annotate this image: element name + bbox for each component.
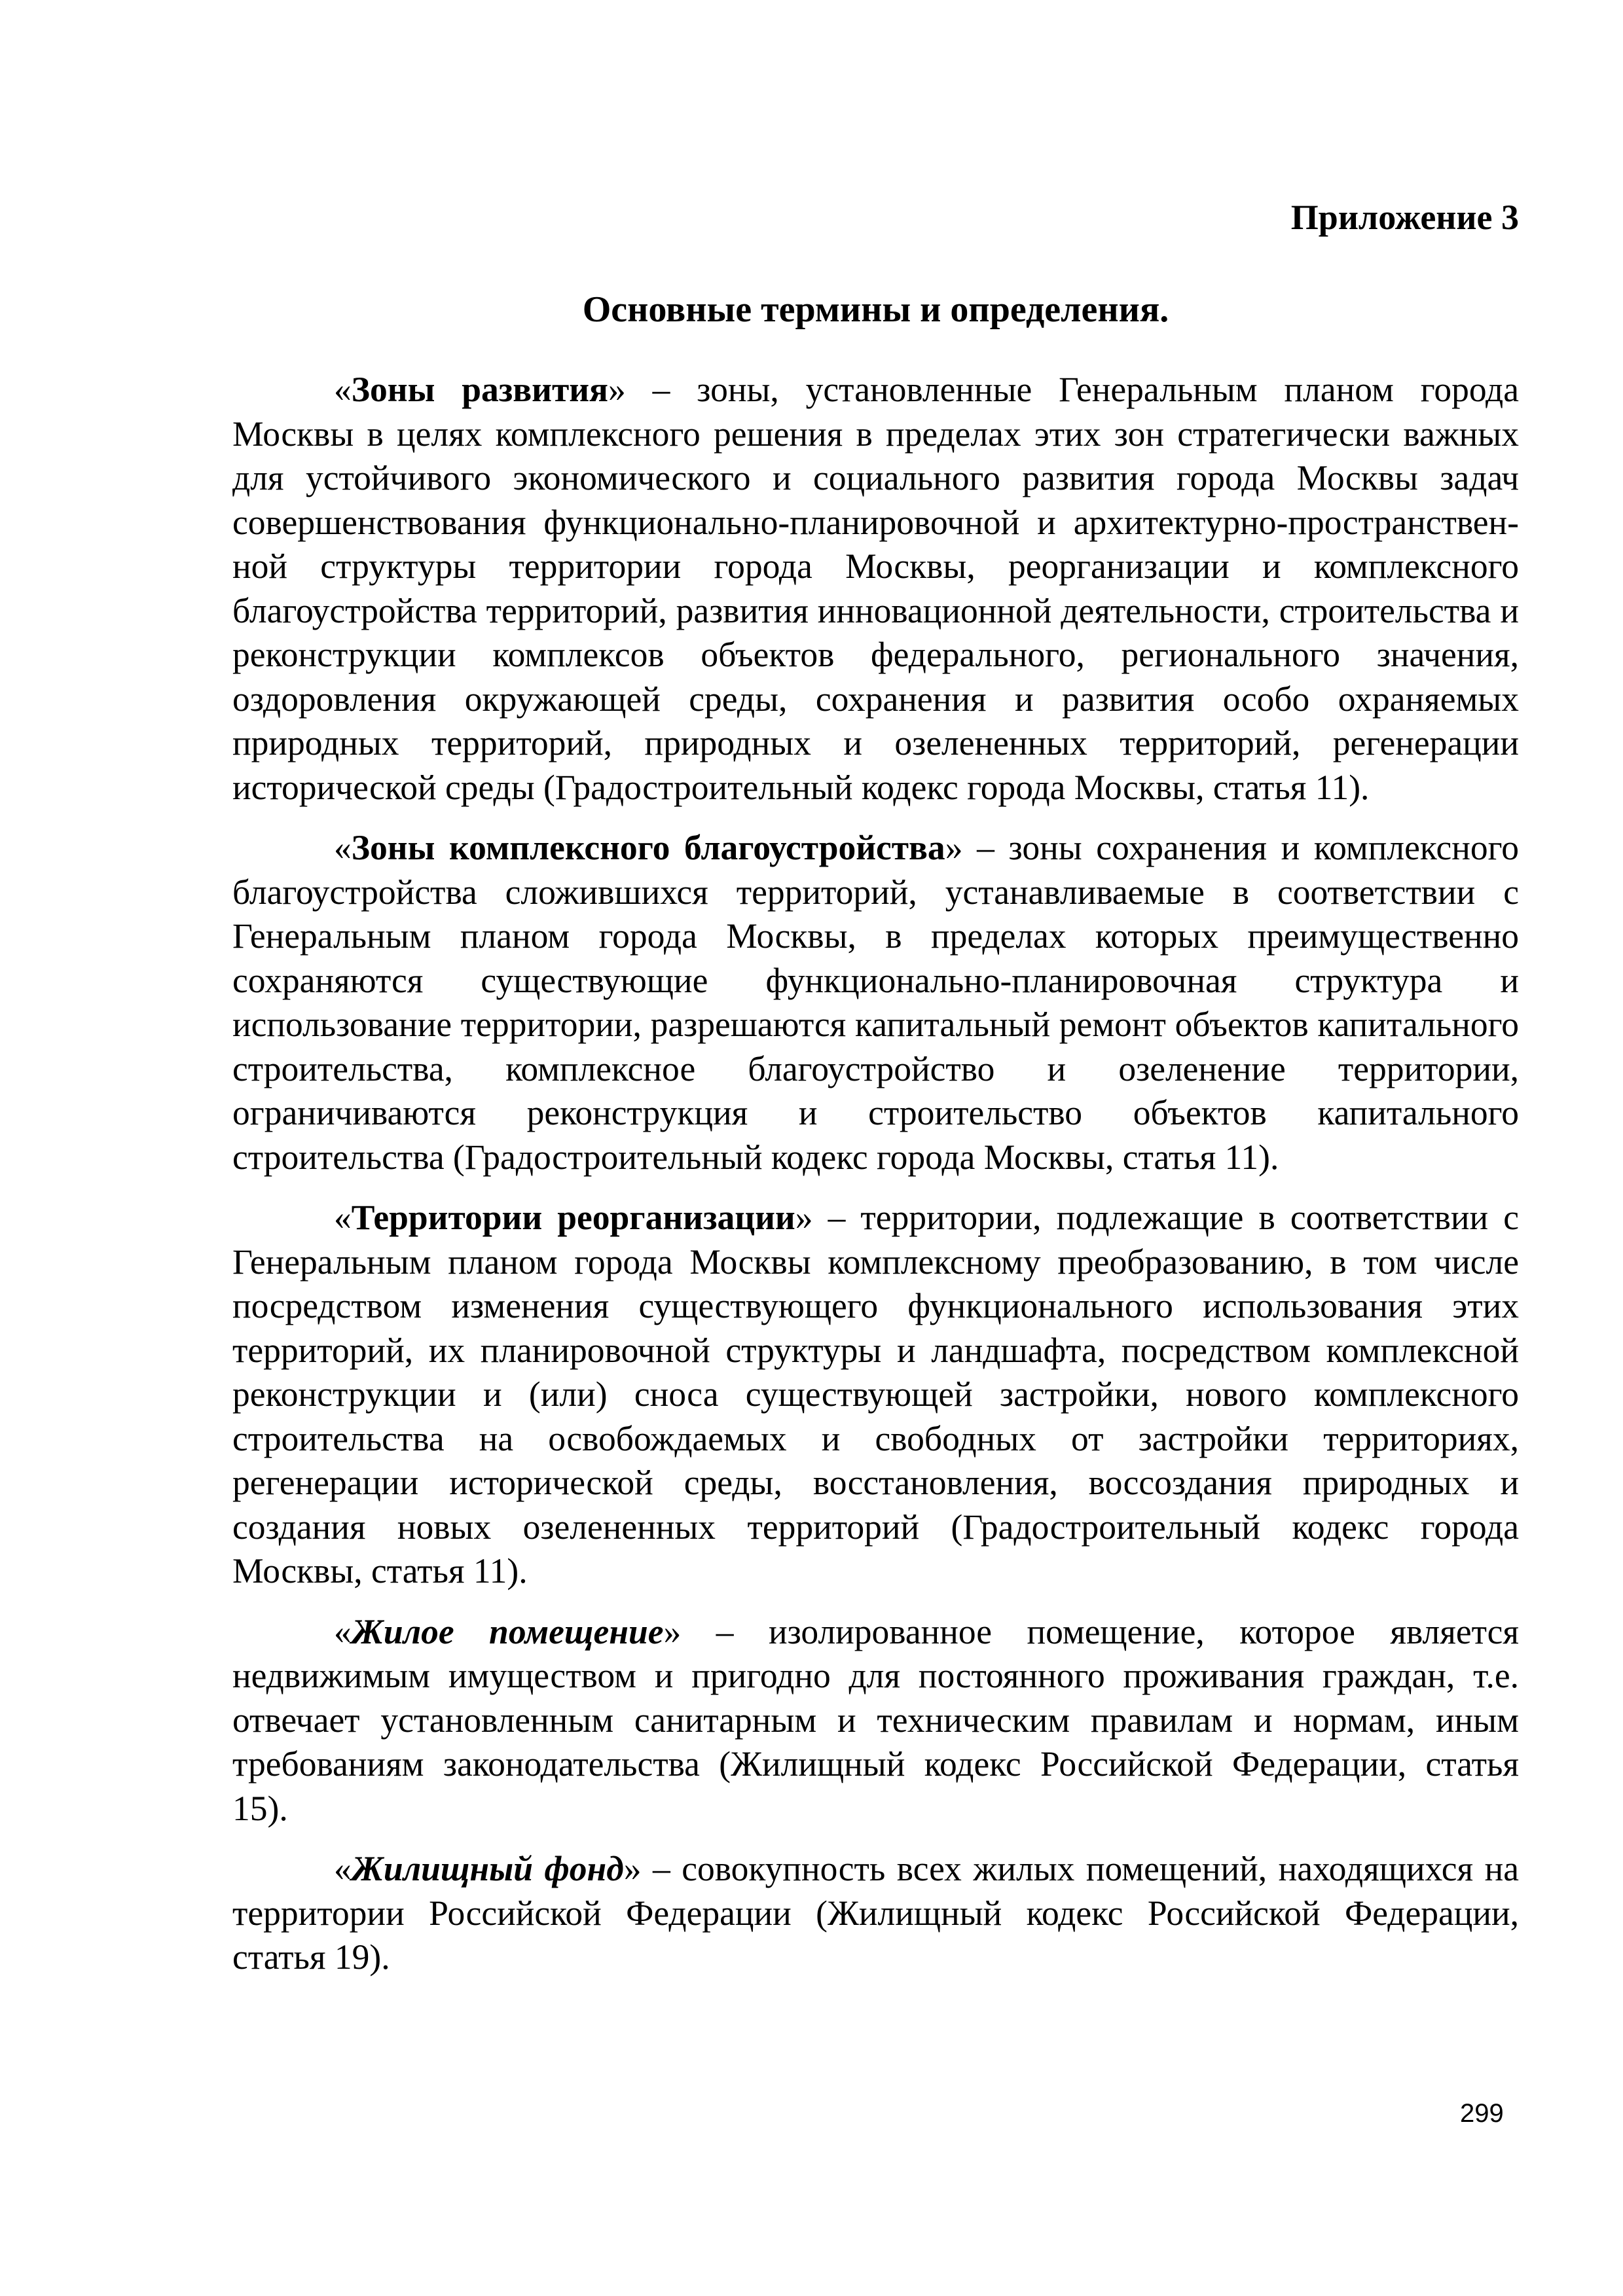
definition-text: – зоны сохранения и комплексного благоустройства сложившихся территорий, устанавливаемые в соответствии с Генеральным планом города Москвы, в пределах которых преимущественно сохраняются существующие функционально-планировочная структура и использование территории, разрешаются капитальный ремонт объектов капитального строительства, комплексное благоустройство и озеленение территории, ограничиваются реконструкция и строительство объектов капитального строительства (Градостроительный кодекс города Москвы, статья 11). (232, 828, 1519, 1177)
definition-text: – совокупность всех жилых помещений, находящихся на территории Российской Федерации (Жилищный кодекс Российской Федерации, статья 19). (232, 1849, 1519, 1977)
definition-paragraph (232, 1847, 1519, 1980)
page-number: 299 (1460, 2099, 1504, 2128)
quote-close: » (608, 370, 626, 409)
appendix-label: Приложение 3 (1290, 198, 1519, 237)
quote-open: « (334, 1198, 352, 1237)
defined-term: Зоны развития (351, 370, 608, 409)
definition-paragraph (232, 1196, 1519, 1594)
defined-term: Жилое помещение (351, 1611, 664, 1651)
quote-close: » (945, 828, 963, 867)
quote-close: » (663, 1611, 682, 1651)
defined-term: Зоны комплексного благоустройства (351, 828, 945, 867)
quote-close: » (795, 1198, 813, 1237)
definition-text: – территории, подлежащие в соответствии с Генеральным планом города Москвы комплексному преобразованию, в том числе посредством изменения существующего функционального использования этих территорий, их планировочной структуры и ландшафта, посредством комплексной реконструкции и (или) сноса существующей застройки, нового комплексного строительства на освобождаемых и свободных от застройки территориях, регенерации исторической среды, восстановления, воссоздания природных и создания новых озелененных территорий (Градостроительный кодекс города Москвы, статья 11). (232, 1198, 1519, 1590)
quote-open: « (334, 1611, 352, 1651)
definition-paragraph (232, 1610, 1519, 1831)
definition-text: – изолированное помещение, которое является недвижимым имуществом и пригодно для постоянного проживания граждан, т.е. отвечает установленным санитарным и техническим правилам и нормам, иным требованиям законодательства (Жилищный кодекс Российской Федерации, статья 15). (232, 1611, 1519, 1828)
definition-paragraph (232, 368, 1519, 810)
definition-paragraph (232, 826, 1519, 1179)
quote-open: « (334, 1849, 352, 1888)
defined-term: Территории реорганизации (351, 1198, 795, 1237)
defined-term: Жилищный фонд (351, 1849, 624, 1888)
definition-text: – зоны, установленные Генеральным планом города Москвы в целях комплексного решения в пределах этих зон стратегически важных для устойчивого экономического и социального развития города Москвы задач совершенствования функционально-планировочной и архитектурно-пространствен-ной структуры территории города Москвы, реорганизации и комплексного благоустройства территорий, развития инновационной деятельности, строительства и реконструкции комплексов объектов федерального, регионального значения, оздоровления окружающей среды, сохранения и развития особо охраняемых природных территорий, природных и озелененных территорий, регенерации исторической среды (Градостроительный кодекс города Москвы, статья 11). (232, 370, 1519, 807)
document-page (232, 196, 1519, 2225)
quote-close: » (623, 1849, 642, 1888)
quote-open: « (334, 828, 352, 867)
document-title: Основные термины и определения. (582, 289, 1169, 330)
quote-open: « (334, 370, 352, 409)
